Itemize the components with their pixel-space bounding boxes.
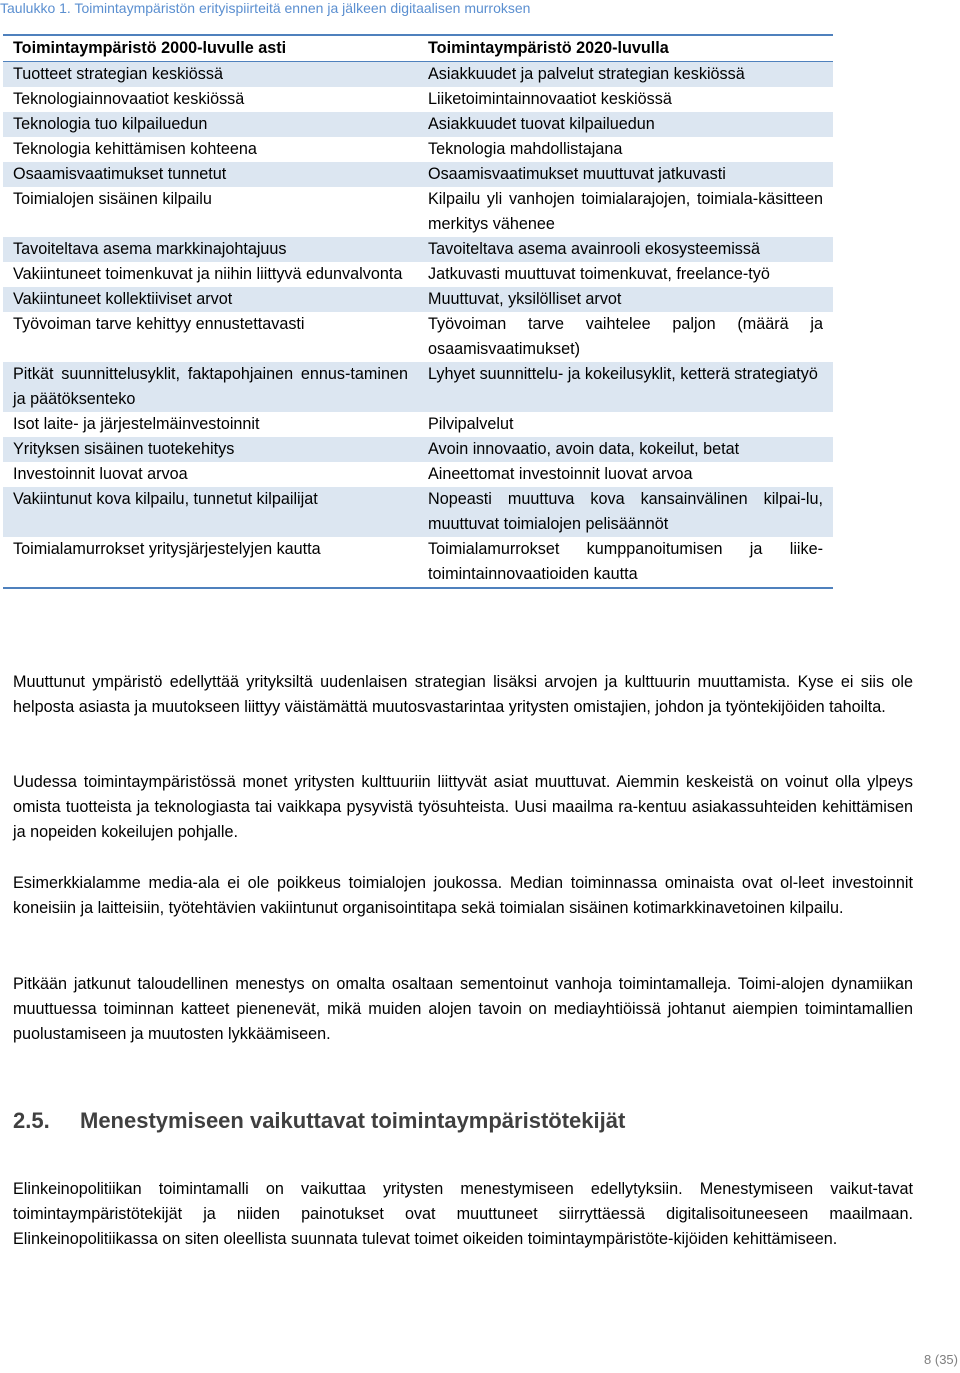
comparison-table [3, 34, 833, 589]
table-header-row [3, 35, 833, 62]
cell-new-environment: Kilpailu yli vanhojen toimialarajojen, toimiala-käsitteen merkitys vähenee [428, 190, 823, 233]
cell-old-environment: Teknologia kehittämisen kohteena [13, 140, 257, 158]
table-row [3, 187, 833, 237]
cell-new-environment: Muuttuvat, yksilölliset arvot [418, 287, 833, 312]
section-heading [13, 1108, 625, 1134]
cell-old-environment: Pitkät suunnittelusyklit, faktapohjainen ennus-taminen ja päätöksenteko [3, 362, 418, 412]
cell-new-environment: Työvoiman tarve vaihtelee paljon (määrä ja osaamisvaatimukset) [428, 315, 823, 358]
table-row [3, 362, 833, 412]
page-number: 8 (35) [924, 1352, 958, 1367]
cell-old-environment: Tuotteet strategian keskiössä [3, 62, 418, 88]
table-row [3, 262, 833, 287]
cell-new-environment: Liiketoimintainnovaatiot keskiössä [428, 90, 672, 108]
cell-old-environment: Työvoiman tarve kehittyy ennustettavasti [13, 315, 305, 333]
section-title: Menestymiseen vaikuttavat toimintaympäristötekijät [80, 1108, 626, 1133]
paragraph-2: Uudessa toimintaympäristössä monet yritysten kulttuuriin liittyvät asiat muuttuvat. Aiemmin keskeistä on voinut olla ylpeys omista tuotteista ja teknologiasta tai vaikkapa pysyvistä työsuhteista. Uusi maailma ra-kentuu asiakassuhteiden kehittämisen ja nopeiden kokeilujen pohjalle. [13, 773, 913, 841]
cell-new-environment: Toimialamurrokset kumppanoitumisen ja liike-toimintainnovaatioiden kautta [418, 537, 833, 588]
table-row [3, 462, 833, 487]
cell-new-environment: Lyhyet suunnittelu- ja kokeilusyklit, ketterä strategiatyö [418, 362, 833, 412]
section-number: 2.5. [13, 1108, 50, 1133]
paragraph-1: Muuttunut ympäristö edellyttää yrityksiltä uudenlaisen strategian lisäksi arvojen ja kulttuurin muuttamista. Kyse ei siis ole helposta asiasta ja muutokseen liittyy väistämättä muutosvastarintaa yritysten omistajien, johdon ja työntekijöiden tahoilta. [13, 673, 913, 716]
cell-old-environment: Osaamisvaatimukset tunnetut [3, 162, 418, 187]
table-row [3, 437, 833, 462]
cell-new-environment: Tavoiteltava asema avainrooli ekosysteemissä [418, 237, 833, 262]
table-row [3, 137, 833, 162]
table-row [3, 112, 833, 137]
table-row [3, 487, 833, 537]
table-caption: Taulukko 1. Toimintaympäristön erityispiirteitä ennen ja jälkeen digitaalisen murroksen [0, 0, 531, 16]
cell-old-environment: Isot laite- ja järjestelmäinvestoinnit [13, 415, 260, 433]
cell-new-environment: Teknologia mahdollistajana [428, 140, 623, 158]
cell-new-environment: Aineettomat investoinnit luovat arvoa [428, 465, 693, 483]
paragraph-3: Esimerkkialamme media-ala ei ole poikkeus toimialojen joukossa. Median toiminnassa ominaista ovat ol-leet investoinnit koneisiin ja laitteisiin, työtehtävien vakiintunut organisointitapa sekä toimialan sisäinen kotimarkkinavetoinen kilpailu. [13, 874, 913, 917]
cell-new-environment: Jatkuvasti muuttuvat toimenkuvat, freelance-työ [428, 265, 770, 283]
table-row [3, 412, 833, 437]
cell-new-environment: Nopeasti muuttuva kova kansainvälinen kilpai-lu, muuttuvat toimialojen pelisäännöt [418, 487, 833, 537]
header-new-environment: Toimintaympäristö 2020-luvulla [418, 35, 833, 62]
cell-new-environment: Asiakkuudet tuovat kilpailuedun [418, 112, 833, 137]
table-row [3, 87, 833, 112]
cell-new-environment: Asiakkuudet ja palvelut strategian keskiössä [418, 62, 833, 88]
cell-old-environment: Investoinnit luovat arvoa [13, 465, 188, 483]
cell-old-environment: Tavoiteltava asema markkinajohtajuus [3, 237, 418, 262]
table-row [3, 287, 833, 312]
section-paragraph: Elinkeinopolitiikan toimintamalli on vaikuttaa yritysten menestymiseen edellytyksiin. Menestymiseen vaikut-tavat toimintaympäristötekijät ja niiden painotukset ovat muuttuneet siirryttäessä digitalisoituneeseen maailmaan. Elinkeinopolitiikassa on siten oleellista suunnata tulevat toimet oikeiden toimintaympäristöte-kijöiden kehittämiseen. [13, 1180, 913, 1248]
cell-old-environment: Teknologiainnovaatiot keskiössä [13, 90, 245, 108]
cell-new-environment: Osaamisvaatimukset muuttuvat jatkuvasti [418, 162, 833, 187]
cell-old-environment: Toimialojen sisäinen kilpailu [13, 190, 212, 208]
cell-old-environment: Vakiintuneet kollektiiviset arvot [3, 287, 418, 312]
table-row [3, 62, 833, 88]
cell-new-environment: Pilvipalvelut [428, 415, 514, 433]
cell-old-environment: Yrityksen sisäinen tuotekehitys [3, 437, 418, 462]
table-row [3, 237, 833, 262]
cell-old-environment: Teknologia tuo kilpailuedun [3, 112, 418, 137]
table-row [3, 312, 833, 362]
cell-old-environment: Toimialamurrokset yritysjärjestelyjen kautta [3, 537, 418, 588]
cell-old-environment: Vakiintuneet toimenkuvat ja niihin liittyvä edunvalvonta [13, 265, 403, 283]
table-row [3, 537, 833, 588]
table-row [3, 162, 833, 187]
header-old-environment: Toimintaympäristö 2000-luvulle asti [3, 35, 418, 62]
paragraph-4: Pitkään jatkunut taloudellinen menestys on omalta osaltaan sementoinut vanhoja toimintamalleja. Toimi-alojen dynamiikan muuttuessa toiminnan katteet pienenevät, mikä muiden alojen tavoin on mediayhtiöissä johtanut aiempien toimintamallien puolustamiseen ja muutosten lykkäämiseen. [13, 975, 913, 1043]
cell-old-environment: Vakiintunut kova kilpailu, tunnetut kilpailijat [3, 487, 418, 537]
cell-new-environment: Avoin innovaatio, avoin data, kokeilut, betat [418, 437, 833, 462]
